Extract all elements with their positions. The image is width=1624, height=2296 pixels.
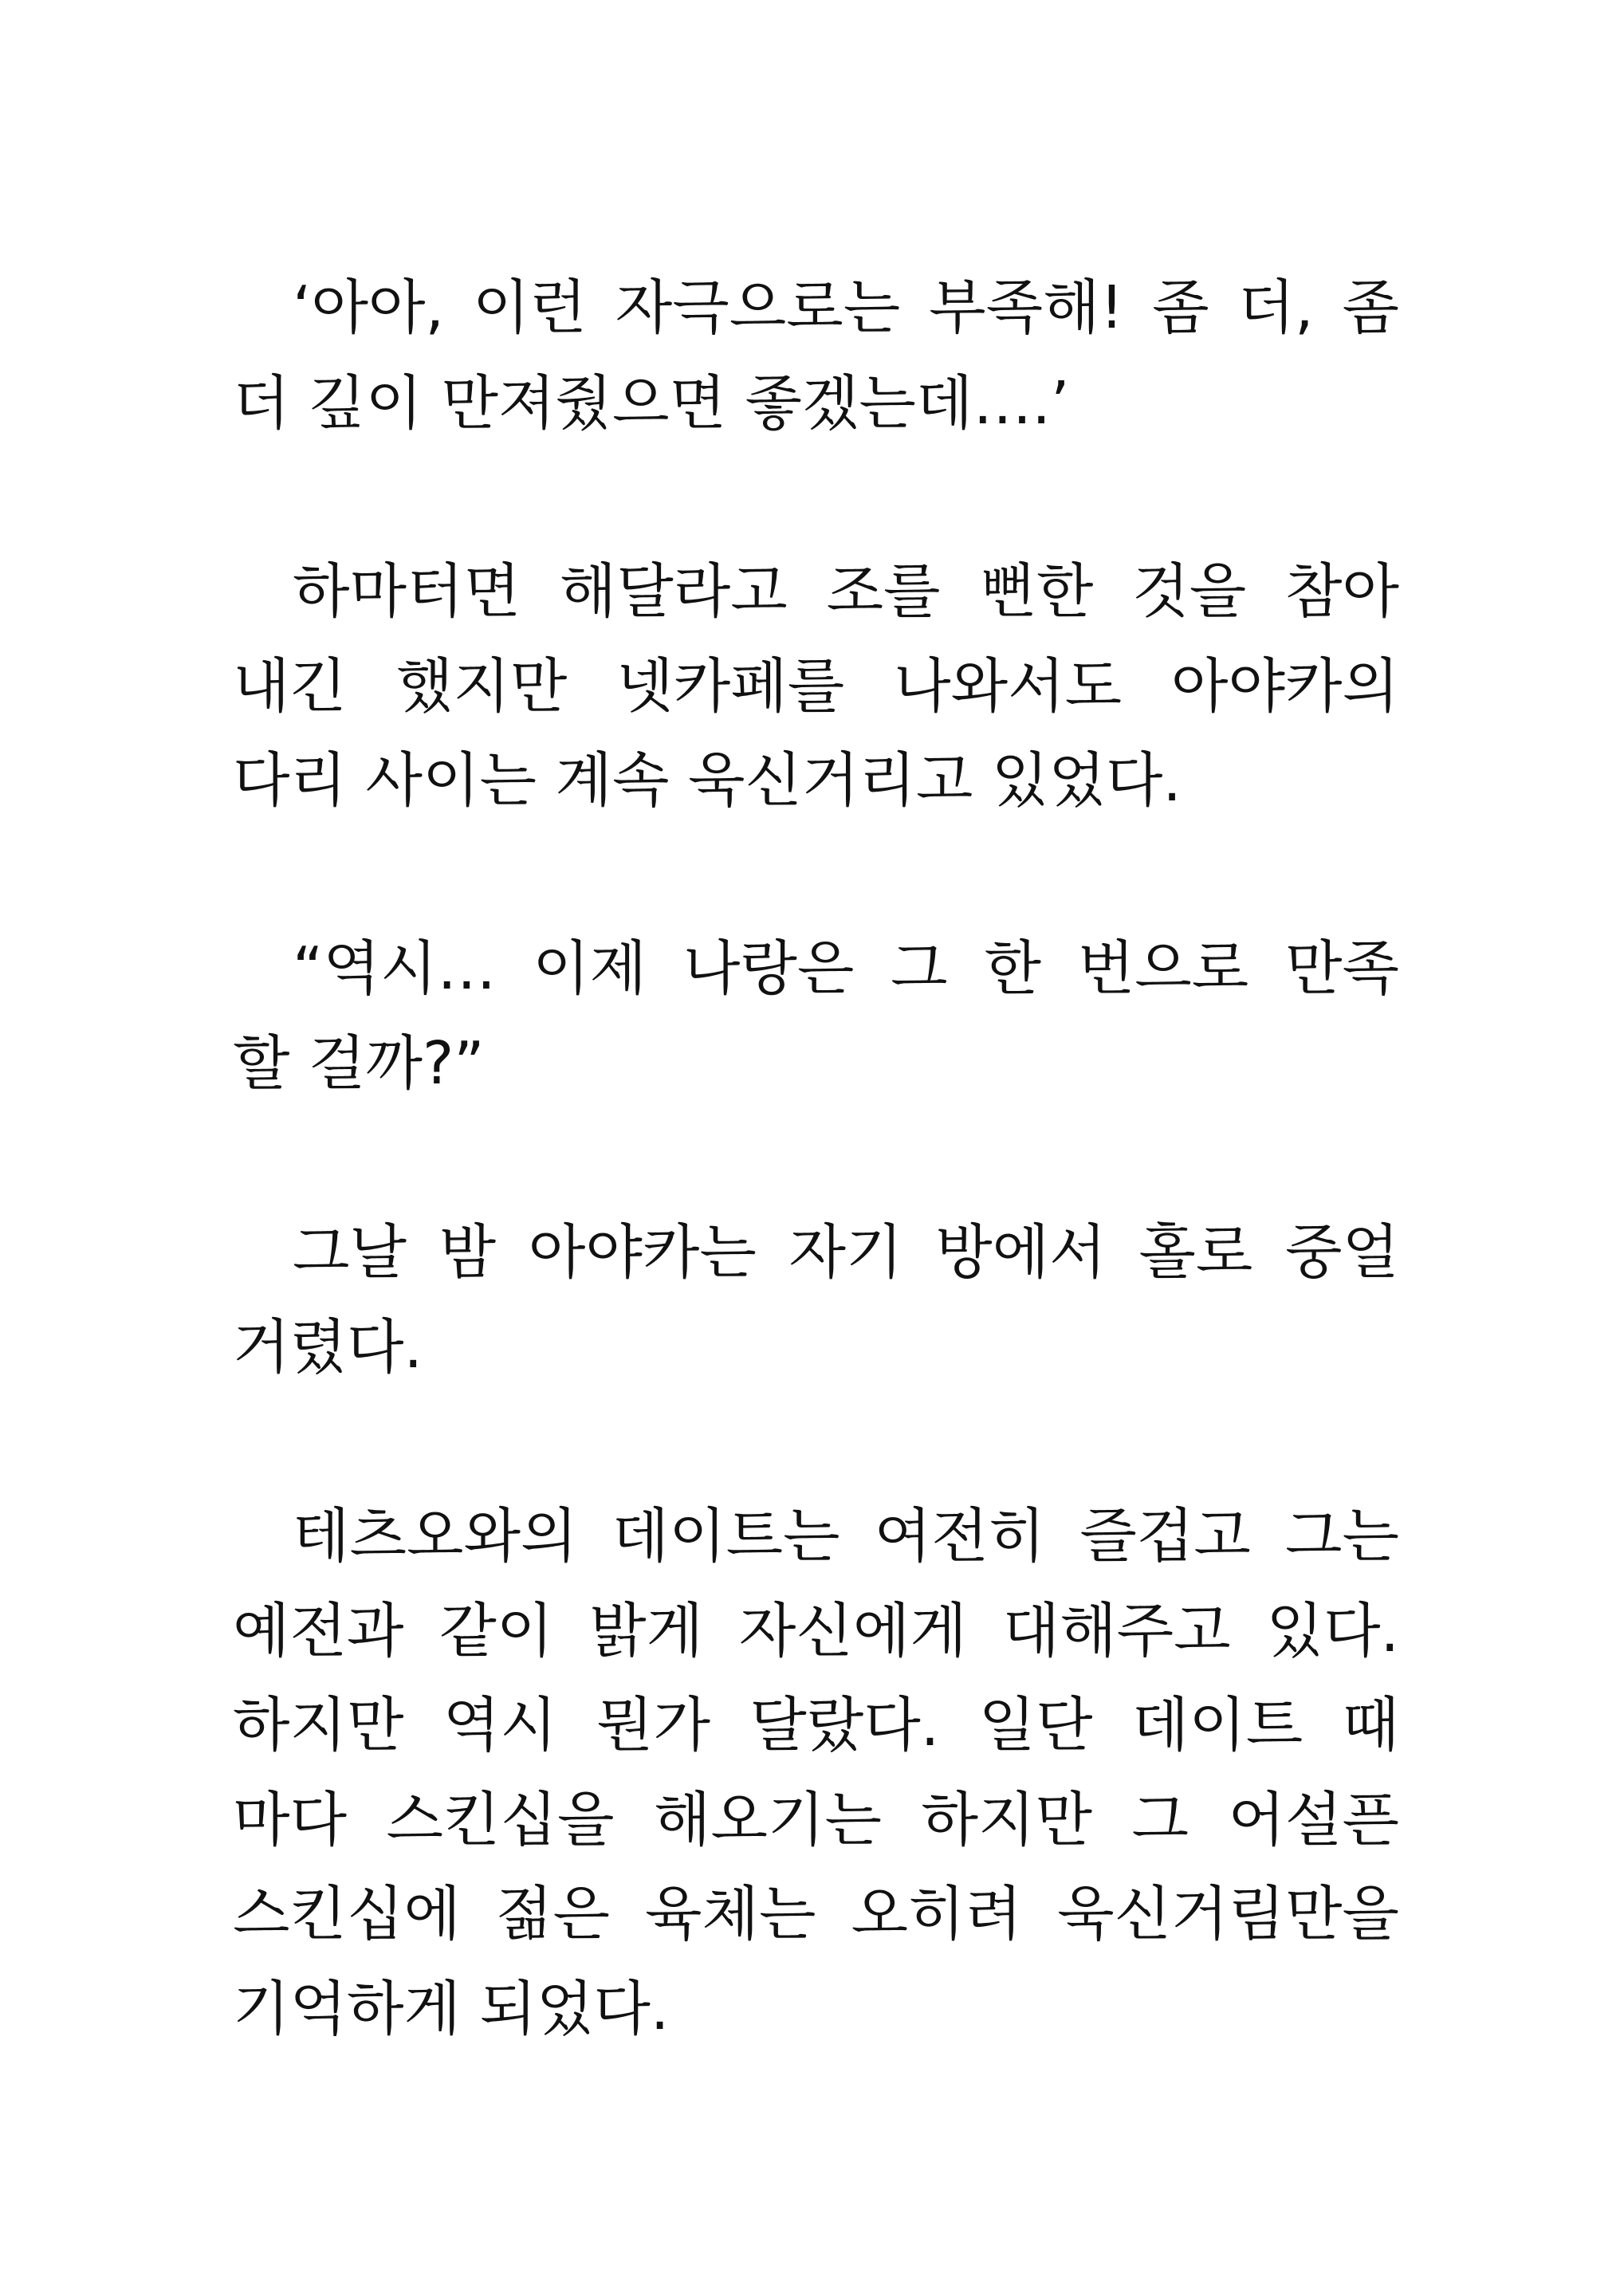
- paragraph-3-line-1: “역시… 이제 나랑은 그 한 번으로 만족: [293, 934, 1399, 1003]
- paragraph-2-line-1: 하마터면 해달라고 조를 뻔한 것을 참아: [293, 557, 1399, 626]
- paragraph-5-line-4: 마다 스킨십을 해오기는 하지만 그 어설픈: [233, 1786, 1399, 1854]
- paragraph-1-line-1: ‘아아, 이런 자극으로는 부족해! 좀 더, 좀: [293, 273, 1399, 342]
- paragraph-2-line-2: 내긴 했지만 넷카페를 나와서도 아야카의: [233, 652, 1399, 721]
- paragraph-4-line-1: 그날 밤 아야카는 자기 방에서 홀로 중얼: [293, 1218, 1399, 1287]
- paragraph-5-line-3: 하지만 역시 뭔가 달랐다. 일단 데이트 때: [233, 1691, 1399, 1759]
- paragraph-3-line-2: 할 걸까?”: [233, 1029, 485, 1098]
- paragraph-1-line-2: 더 깊이 만져줬으면 좋겠는데….’: [233, 369, 1070, 438]
- paragraph-2-line-3: 다리 사이는 계속 욱신거리고 있었다.: [233, 746, 1182, 815]
- paragraph-5-line-5: 스킨십에 젊은 육체는 오히려 욱신거림만을: [233, 1880, 1399, 1948]
- paragraph-5-line-1: 테츠오와의 데이트는 여전히 즐겁고 그는: [293, 1502, 1399, 1571]
- paragraph-4-line-2: 거렸다.: [233, 1313, 423, 1382]
- paragraph-5-line-2: 예전과 같이 밝게 자신에게 대해주고 있다.: [233, 1597, 1399, 1665]
- paragraph-5-line-6: 기억하게 되었다.: [233, 1975, 670, 2043]
